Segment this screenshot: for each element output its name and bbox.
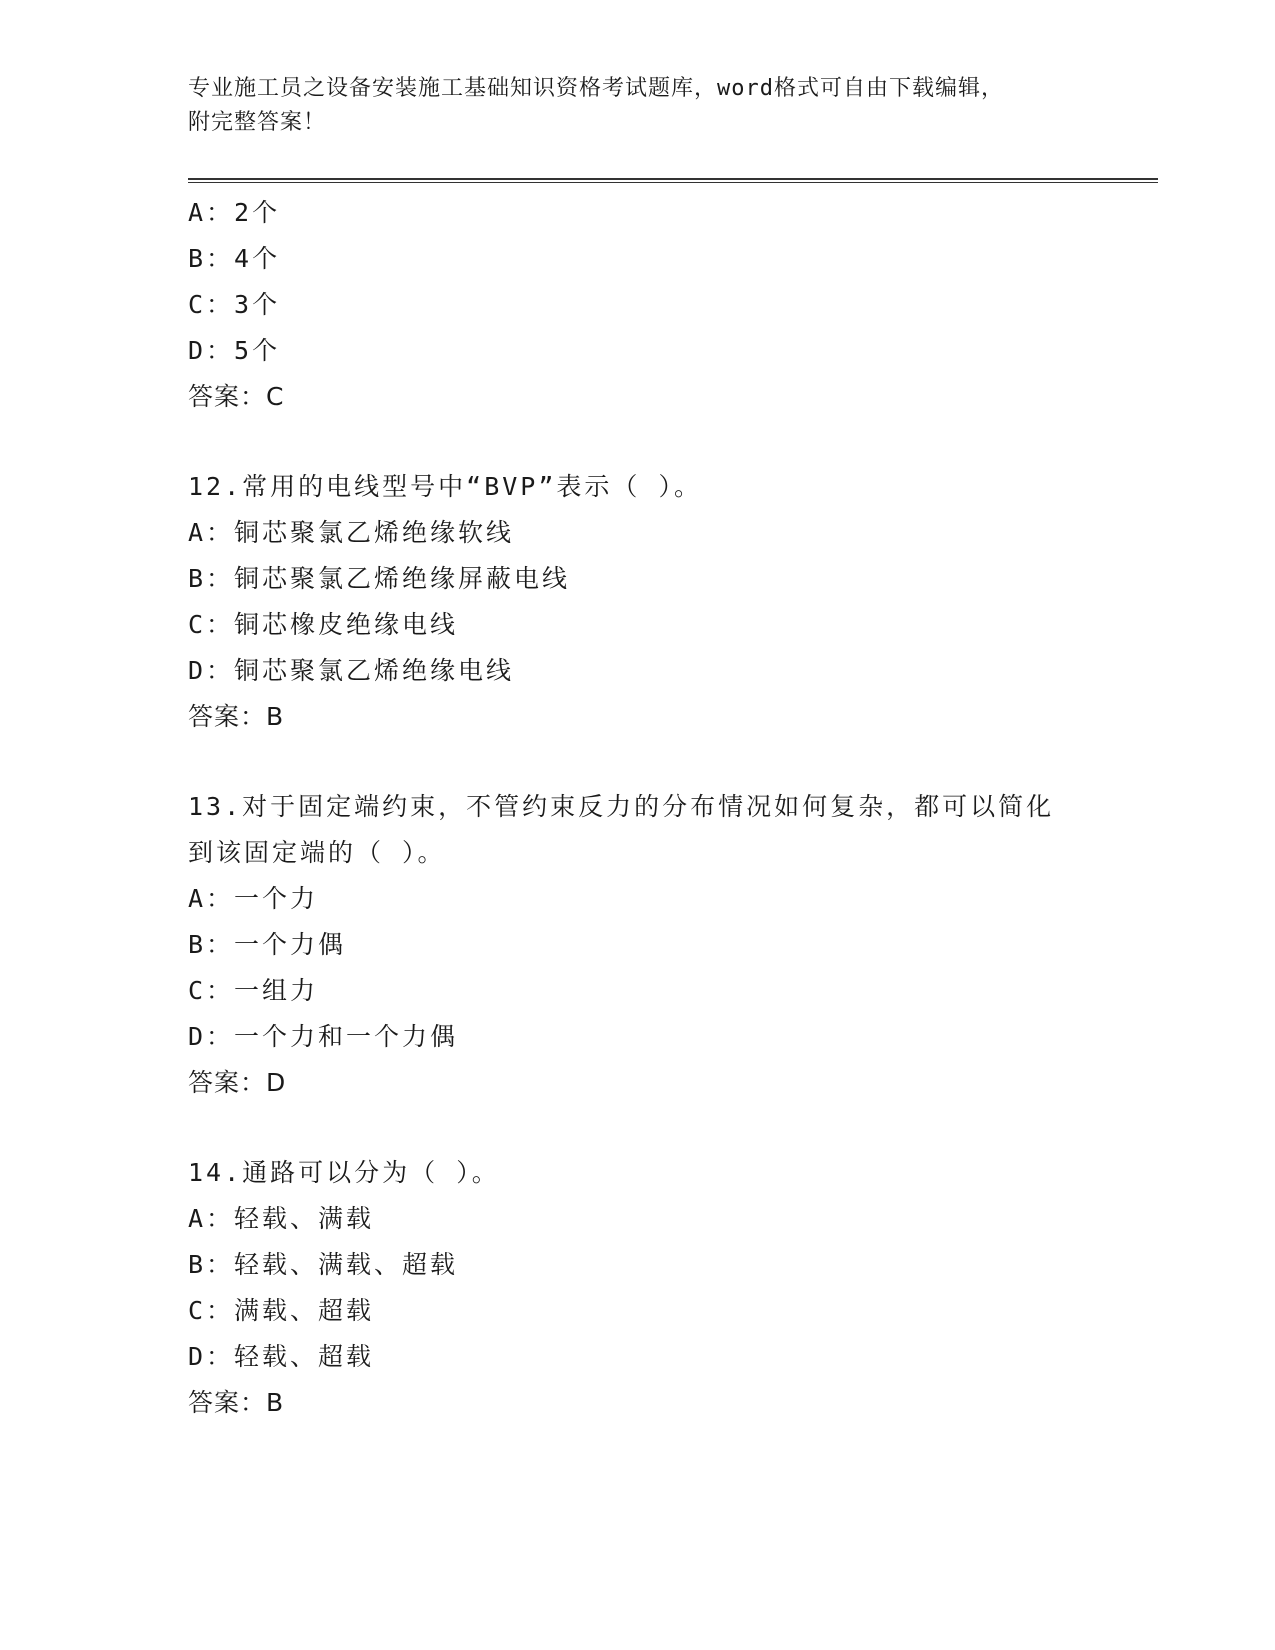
header-line-1: 专业施工员之设备安装施工基础知识资格考试题库，word格式可自由下载编辑，	[188, 76, 1004, 101]
header-divider-thin	[188, 182, 1158, 183]
question-12	[188, 464, 1158, 740]
question-stem-line-2: 到该固定端的（ ）。	[188, 838, 446, 867]
option-a: A：铜芯聚氯乙烯绝缘软线	[188, 518, 515, 547]
question-stem: 12.常用的电线型号中“BVP”表示（ ）。	[188, 472, 702, 501]
question-13	[188, 784, 1158, 1106]
answer: 答案：B	[188, 1388, 285, 1417]
document-header	[188, 72, 1088, 140]
header-divider-thick	[188, 178, 1158, 180]
option-b: B：一个力偶	[188, 930, 347, 959]
question-stem: 14.通路可以分为（ ）。	[188, 1158, 500, 1187]
option-d: D：轻载、超载	[188, 1342, 375, 1371]
option-b: B：铜芯聚氯乙烯绝缘屏蔽电线	[188, 564, 571, 593]
option-b: B：4个	[188, 244, 281, 273]
spacer	[188, 1106, 1158, 1150]
spacer	[188, 420, 1158, 464]
answer: 答案：D	[188, 1068, 287, 1097]
option-a: A：轻载、满载	[188, 1204, 375, 1233]
option-c: C：满载、超载	[188, 1296, 375, 1325]
answer: 答案：B	[188, 702, 285, 731]
option-c: C：3个	[188, 290, 281, 319]
option-a: A：2个	[188, 198, 281, 227]
answer: 答案：C	[188, 382, 285, 411]
option-d: D：一个力和一个力偶	[188, 1022, 459, 1051]
spacer	[188, 740, 1158, 784]
header-line-2: 附完整答案！	[188, 110, 327, 135]
option-a: A：一个力	[188, 884, 319, 913]
question-14	[188, 1150, 1158, 1426]
question-11-tail	[188, 190, 1158, 420]
question-stem-line-1: 13.对于固定端约束，不管约束反力的分布情况如何复杂，都可以简化	[188, 792, 1055, 821]
option-c: C：铜芯橡皮绝缘电线	[188, 610, 459, 639]
question-list	[188, 190, 1158, 1426]
option-b: B：轻载、满载、超载	[188, 1250, 459, 1279]
option-c: C：一组力	[188, 976, 319, 1005]
option-d: D：5个	[188, 336, 281, 365]
option-d: D：铜芯聚氯乙烯绝缘电线	[188, 656, 515, 685]
